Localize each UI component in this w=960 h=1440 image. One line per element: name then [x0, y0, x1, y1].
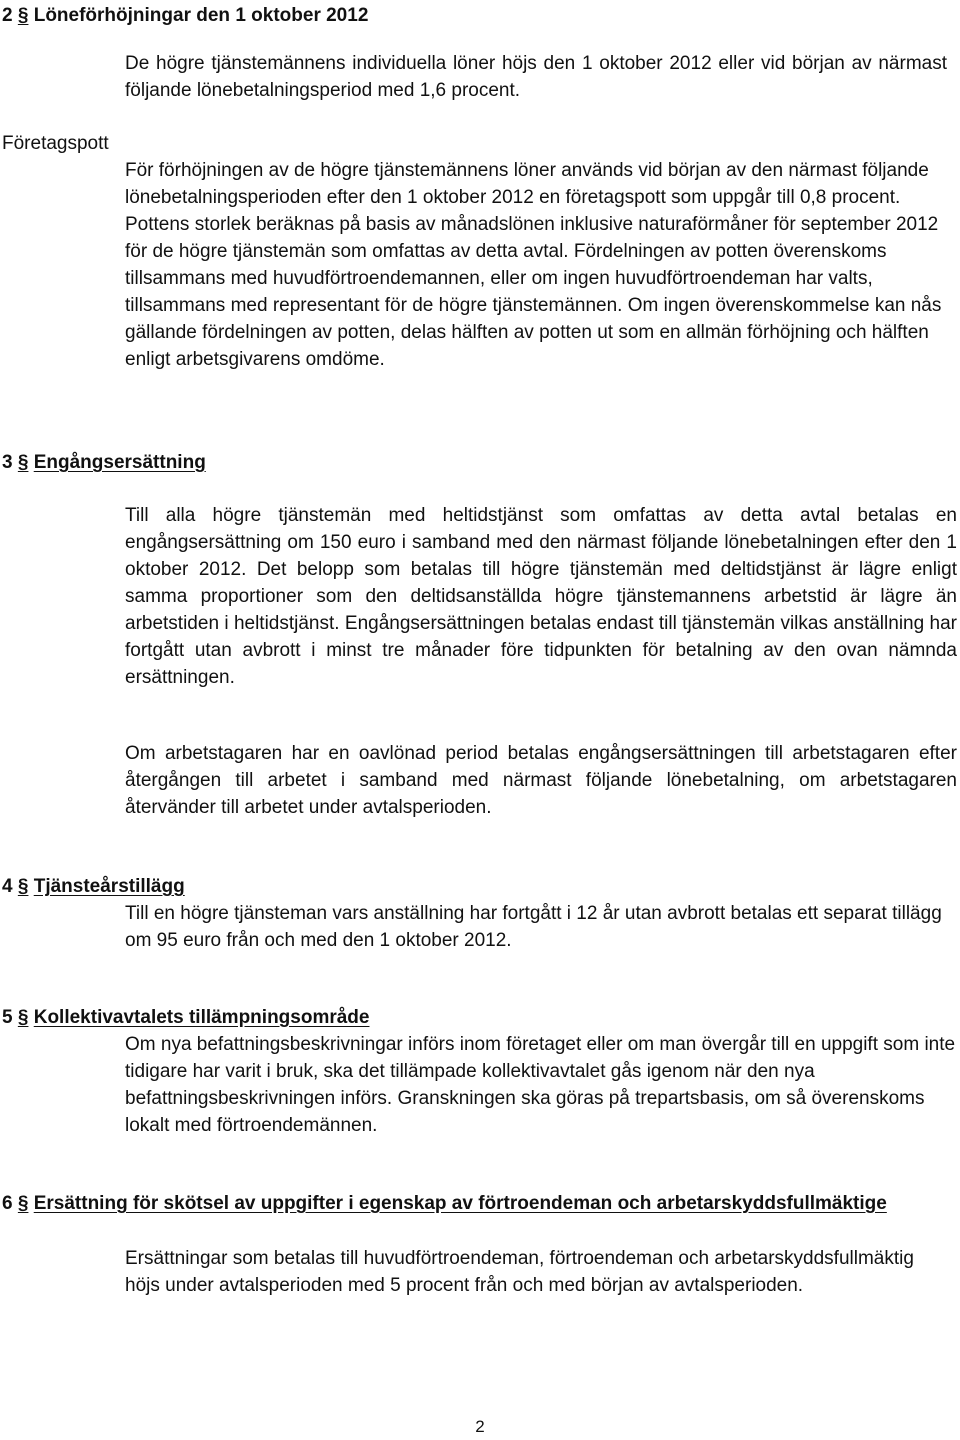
- body-paragraph: Ersättningar som betalas till huvudförtroendeman, förtroendeman och arbetarskyddsfullmäktig höjs under avtalsperioden med 5 procent från och med början av avtalsperioden.: [125, 1248, 914, 1296]
- section-title: Ersättning för skötsel av uppgifter i egenskap av förtroendeman och arbetarskyddsfullmäktige: [33, 1193, 887, 1214]
- section-title: Engångsersättning: [33, 452, 206, 473]
- body-paragraph: För förhöjningen av de högre tjänstemännens löner används vid början av den närmast följande lönebetalningsperioden efter den 1 oktober 2012 en företagspott som uppgår till 0,8 procent. Pottens storlek beräknas på basis av månadslönen inklusive naturaförmåner för september 2012 för de högre tjänstemän som omfattas av detta avtal. Fördelningen av potten överenskoms tillsammans med huvudförtroendemannen, eller om ingen huvudförtroendeman har valts, tillsammans med representant för de högre tjänstemännen. Om ingen överenskommelse kan nås gällande fördelningen av potten, delas hälften av potten ut som en allmän förhöjning och hälften enligt arbetsgivarens omdöme.: [125, 160, 942, 370]
- paragraph-sign: §: [17, 876, 29, 897]
- section-number: 4: [2, 876, 13, 897]
- section-title: Löneförhöjningar den 1 oktober 2012: [33, 5, 369, 26]
- body-paragraph: De högre tjänstemännens individuella löner höjs den 1 oktober 2012 eller vid början av närmast följande lönebetalningsperiod med 1,6 procent.: [125, 53, 947, 101]
- paragraph-sign: §: [17, 5, 29, 26]
- section-heading-2: [2, 2, 942, 29]
- paragraph-sign: §: [17, 1193, 29, 1214]
- body-paragraph: Om nya befattningsbeskrivningar införs inom företaget eller om man övergår till en uppgift som inte tidigare har varit i bruk, ska det tillämpade kollektivavtalet gås igenom när den nya befattningsbeskrivningen införs. Granskningen ska göras på trepartsbasis, om så överenskoms lokalt med förtroendemännen.: [125, 1034, 956, 1136]
- paragraph-sign: §: [17, 1007, 29, 1028]
- paragraph-sign: §: [17, 452, 29, 473]
- section-number: 3: [2, 452, 13, 473]
- section-heading-6: [2, 1190, 902, 1217]
- section-title: Tjänsteårstillägg: [33, 876, 185, 897]
- section-number: 6: [2, 1193, 13, 1214]
- section-heading-3: [2, 449, 942, 476]
- body-paragraph: Till alla högre tjänstemän med heltidstjänst som omfattas av detta avtal betalas en engångsersättning om 150 euro i samband med den närmast följande lönebetalningen efter den 1 oktober 2012. Det belopp som betalas till högre tjänstemän med deltidstjänst är lägre enligt samma proportioner som den deltidsanställda högre tjänstemannens arbetstid är lägre än arbetstiden i heltidstjänst. Engångsersättningen betalas endast till tjänstemän vilkas anställning har fortgått utan avbrott i minst tre månader före tidpunkten för betalning av den ovan nämnda ersättningen.: [125, 505, 957, 688]
- body-paragraph: Om arbetstagaren har en oavlönad period betalas engångsersättningen till arbetstagaren efter återgången till arbetet i samband med närmast följande lönebetalning, om arbetstagaren återvänder till arbetet under avtalsperioden.: [125, 743, 957, 818]
- section-number: 5: [2, 1007, 13, 1028]
- section-heading-4: [2, 873, 942, 900]
- section-title: Kollektivavtalets tillämpningsområde: [33, 1007, 370, 1028]
- section-number: 2: [2, 5, 13, 26]
- section-heading-5: [2, 1004, 942, 1031]
- page-number: 2: [475, 1417, 485, 1436]
- body-paragraph: Till en högre tjänsteman vars anställning har fortgått i 12 år utan avbrott betalas ett separat tillägg om 95 euro från och med den 1 oktober 2012.: [125, 903, 942, 951]
- subheading-foretagspott: Företagspott: [2, 133, 109, 154]
